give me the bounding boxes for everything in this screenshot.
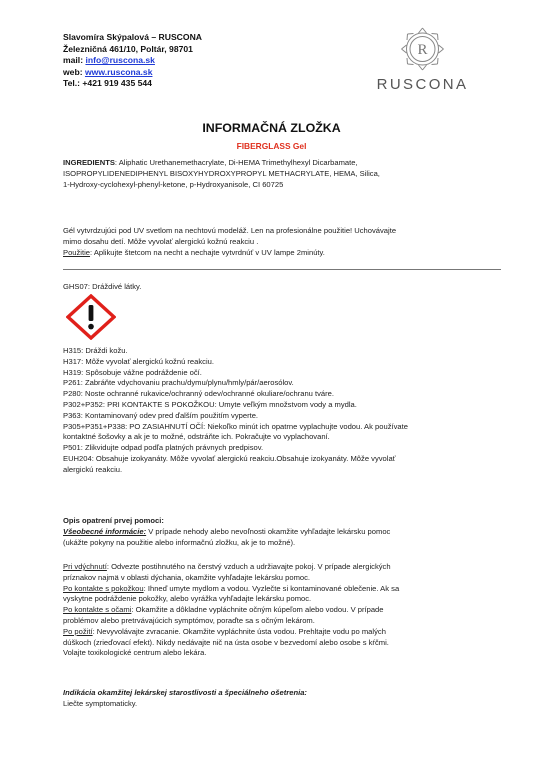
- statement-line: P261: Zabráňte vdychovaniu prachu/dymu/plynu/hmly/pár/aerosólov.: [63, 378, 294, 388]
- indication-heading: Indikácia okamžitej lekárskej starostlivosti a špeciálneho ošetrenia:: [63, 688, 307, 697]
- ingestion-text: dúškoch (zrieďovací efekt). Nikdy nedávajte nič na ústa osobe v bezvedomí alebo osobe s kŕčmi.: [63, 637, 389, 647]
- exposure-routes-section: [63, 562, 503, 659]
- statement-line: H319: Spôsobuje vážne podráždenie očí.: [63, 367, 202, 377]
- ruscona-logo: [355, 26, 490, 108]
- skin-contact-label: Po kontakte s pokožkou: [63, 583, 144, 593]
- statement-line: P363: Kontaminovaný odev pred ďalším použitím vyperte.: [63, 410, 259, 420]
- logo-monogram-icon: [355, 26, 490, 76]
- inhalation-label: Pri vdýchnutí: [63, 562, 107, 571]
- description-line: mimo dosahu detí. Môže vyvolať alergickú kožnú reakciu .: [63, 236, 259, 246]
- ingestion-label: Po požití: [63, 626, 93, 636]
- usage-label: Použitie: [63, 247, 91, 257]
- general-info-label: Všeobecné informácie:: [63, 526, 147, 536]
- statement-line: P501: Zlikvidujte odpad podľa platných právnych predpisov.: [63, 443, 264, 453]
- mail-label: mail:: [63, 55, 84, 66]
- company-header: [63, 32, 202, 90]
- ingestion-text: : Nevyvolávajte zvracanie. Okamžite vypláchnite ústa vodou. Prehltajte vodu po malých: [92, 626, 386, 636]
- indication-text: Liečte symptomaticky.: [63, 698, 138, 708]
- first-aid-section: [63, 516, 503, 548]
- web-link[interactable]: www.ruscona.sk: [84, 66, 153, 77]
- usage-text: : Aplikujte štetcom na necht a nechajte vytvrdnúť v UV lampe 2minúty.: [90, 247, 325, 257]
- general-info-text: (ukážte pokyny na použitie alebo informačnú zložku, ak je to možné).: [63, 537, 296, 547]
- skin-contact-text: vyskytne podráždenie pokožky, alebo vyrážka vyhľadajte lekársku pomoc.: [63, 594, 312, 604]
- logo-text: RUSCONA: [376, 76, 469, 93]
- company-name: Slavomíra Skýpalová – RUSCONA: [63, 32, 202, 42]
- ingredients-line: 1-Hydroxy-cyclohexyl-phenyl-ketone, p-Hydroxyanisole, CI 60725: [63, 179, 284, 189]
- ingredients-section: [63, 158, 503, 190]
- ingredients-line: : Aliphatic Urethanemethacrylate, Di-HEMA Trimethylhexyl Dicarbamate,: [114, 158, 358, 167]
- company-address: Železničná 461/10, Poltár, 98701: [63, 43, 193, 54]
- page-title: INFORMAČNÁ ZLOŽKA: [202, 121, 341, 135]
- statement-line: kontaktné šošovky a ak je to možné, odstráňte ich. Pokračujte vo vyplachovaní.: [63, 432, 330, 442]
- statement-line: P305+P351+P338: PO ZASIAHNUTÍ OČÍ: Niekoľko minút ich opatrne vyplachujte vodou. Ak používate: [63, 421, 408, 431]
- phone-line: Tel.: +421 919 435 544: [63, 78, 152, 89]
- description-section: [63, 226, 503, 258]
- web-line: [63, 67, 202, 79]
- statement-line: H317: Môže vyvolať alergickú kožnú reakciu.: [63, 356, 214, 366]
- ingredients-line: ISOPROPYLIDENEDIPHENYL BISOXYHYDROXYPROPYL METHACRYLATE, HEMA, Silica,: [63, 168, 380, 178]
- inhalation-text: príznakov najmä v oblasti dýchania, okamžite vyhľadajte lekársku pomoc.: [63, 572, 311, 582]
- svg-text:R: R: [417, 42, 428, 58]
- eye-contact-text: problémov alebo pretrvávajúcich symptómov, poraďte sa s očným lekárom.: [63, 615, 315, 625]
- eye-contact-text: : Okamžite a dôkladne vypláchnite očným kúpeľom alebo vodou. V prípade: [131, 605, 384, 615]
- statement-line: alergickú reakciu.: [63, 464, 123, 474]
- hazard-statements: [63, 346, 503, 476]
- mail-line: [63, 55, 202, 67]
- statement-line: H315: Dráždi kožu.: [63, 346, 128, 355]
- skin-contact-text: : Ihneď umyte mydlom a vodou. Vyzlečte si kontaminované oblečenie. Ak sa: [143, 583, 400, 593]
- product-name: FIBERGLASS Gel: [236, 141, 307, 151]
- exclamation-mark-hazard-icon: [66, 294, 116, 340]
- first-aid-heading: Opis opatrení prvej pomoci:: [63, 516, 164, 525]
- general-info-text: V prípade nehody alebo nevoľnosti okamžite vyhľadajte lekársku pomoc: [146, 526, 391, 536]
- statement-line: P280: Noste ochranné rukavice/ochranný odev/ochranné okuliare/ochranu tváre.: [63, 389, 335, 399]
- statement-line: EUH204: Obsahuje izokyanáty. Môže vyvolať alergickú reakciu.Obsahuje izokyanáty. Môže vyvolať: [63, 453, 396, 463]
- web-label: web:: [63, 66, 83, 77]
- description-line: Gél vytvrdzujúci pod UV svetlom na nechtovú modeláž. Len na profesionálne použitie! Uchovávajte: [63, 226, 397, 235]
- indication-section: [63, 688, 503, 710]
- ingredients-label: INGREDIENTS: [63, 158, 115, 167]
- mail-link[interactable]: info@ruscona.sk: [85, 55, 155, 66]
- inhalation-text: : Odvezte postihnutého na čerstvý vzduch a udržiavajte pokoj. V prípade alergických: [106, 562, 391, 571]
- ghs-code: GHS07: Dráždivé látky.: [63, 282, 142, 291]
- ingestion-text: Volajte toxikologické centrum alebo lekára.: [63, 648, 207, 658]
- section-divider: [63, 269, 501, 270]
- statement-line: P302+P352: PRI KONTAKTE S POKOŽKOU: Umyte veľkým množstvom vody a mydla.: [63, 399, 357, 409]
- eye-contact-label: Po kontakte s očami: [63, 605, 132, 615]
